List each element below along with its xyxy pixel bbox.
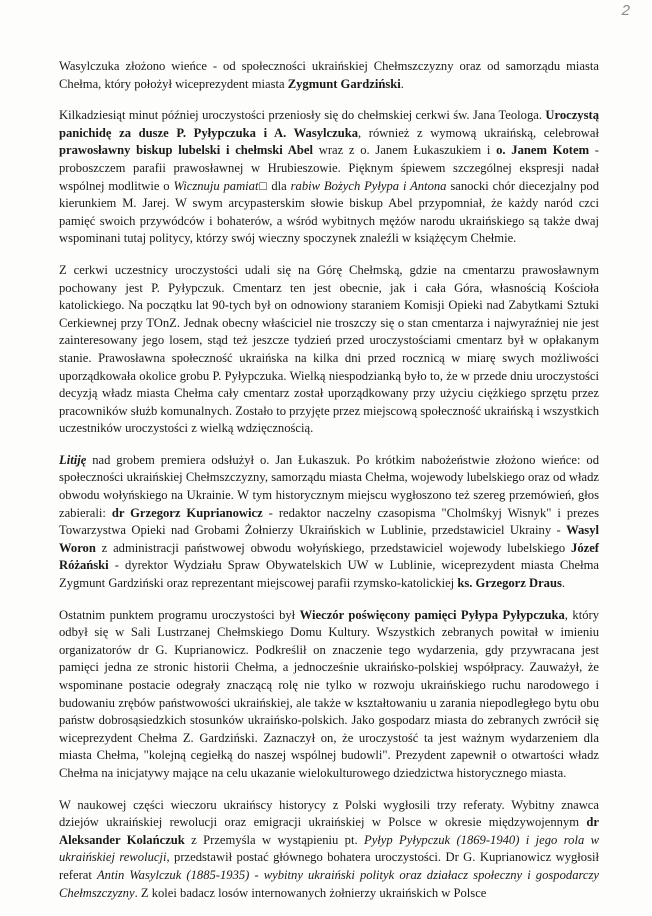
text-run: Wieczór poświęcony pamięci Pyłypa Pyłypczuka [299,607,565,622]
text-run: o. Janem Kotem [496,143,590,158]
text-run: Uroczystą panichidę za dusze P. Pyłypczuka i A. Wasylczuka [59,108,599,140]
page-number: 2 [621,2,630,19]
text-run: z Przemyśla w wystąpieniu pt. [184,832,364,847]
paragraph-2 [59,107,599,248]
text-run: Wasyl Woron [59,523,599,555]
text-run: - dyrektor Wydziału Spraw Obywatelskich UW w Lublinie, wiceprezydent miasta Chełma Zygmunt Gardziński oraz reprezentant miejscowej parafii rzymsko-katolickiej [59,558,599,591]
text-run: Ostatnim punktem programu uroczystości był [59,607,300,622]
text-run: . [400,76,404,91]
text-run: z administracji państwowej obwodu wołyńskiego, przedstawiciel wojewody lubelskiego [95,540,572,555]
paragraph-5 [59,607,599,783]
text-run: Litiję [59,452,87,467]
text-run: sanocki chór diecezjalny pod kierunkiem M. Jarej. W swym arcypasterskim słowie biskup Abel przypomniał, że każdy naród czci pamięć swoich przywódców i bohaterów, a wśród wybitnych mężów narodu ukraińskiego są także dwaj wspominani tutaj politycy, którzy swój wieczny spoczynek znaleźli w książęcym Chełmie. [59,178,599,246]
text-run: Wasylczuka złożono wieńce - od społeczności ukraińskiej Chełmszczyzny oraz od samorządu miasta Chełma, który położył wiceprezydent miasta [59,59,599,91]
text-run: rabiw Bożych Pyłypa i Antona [290,178,447,193]
text-run: Józef Różański [59,540,599,573]
text-run: ks. Grzegorz Draus [457,576,562,591]
text-run: , który odbył się w Sali Lustrzanej Chełmskiego Domu Kultury. Wszystkich zebranych powitał w imieniu organizatorów dr G. Kuprianowicz. Podkreślił on znaczenie tego wydarzenia, gdy przywracana jest pamięci jedna ze stronic historii Chełma, a jednocześnie ukraińsko-polskiej współpracy. Zauważył, że wspominane postacie odegrały znaczącą rolę nie tylko w rozwoju ukraińskiego ruchu narodowego i budowaniu zrębów państwowości ukraińskiej, ale także w kształtowaniu u zarania niepodległego bytu obu państw dobrosąsiedzkich stosunków ukraińsko-polskich. Jako gospodarz miasta do zebranych zwrócił się wiceprezydent Chełma Z. Gardziński. Zaznaczył on, że uroczystość ta jest ważnym wydarzeniem dla miasta Chełma, "kolejną cegiełką do naszej wspólnej budowli". Prezydent zapewnił o otwartości władz Chełma na inicjatywy mające na celu ukazanie wielokulturowego dziedzictwa historycznego miasta. [59,607,599,780]
text-run: Kilkadziesiąt minut później uroczystości przeniosły się do chełmskiej cerkwi św. Jana Teologa. [59,108,546,123]
text-run: Pyłyp Pyłypczuk (1869-1940) i jego rola w ukraińskiej rewolucji [59,832,600,865]
text-run: . Z kolei badacz losów internowanych żołnierzy ukraińskich w Polsce [134,885,487,900]
text-run: . [561,576,566,591]
paragraph-1 [59,58,599,93]
paragraph-3 [59,262,599,438]
text-run: Z cerkwi uczestnicy uroczystości udali się na Górę Chełmską, gdzie na cmentarzu prawosławnym pochowany jest P. Pyłypczuk. Cmentarz ten jest obecnie, jak i cała Góra, własnością Kościoła katolickiego. Na początku lat 90-tych był on odnowiony staraniem Komisji Opieki nad Zabytkami Sztuki Cerkiewnej przy TOnZ. Jednak obecny właściciel nie troszczy się o stan cmentarza i najwyraźniej nie jest zainteresowany jego losem, stąd też jeszcze tydzień przed uroczystościami cmentarz był w opłakanym stanie. Prawosławna społeczność ukraińska na kilka dni przed rocznicą w miarę swych możliwości uporządkowała okolice grobu P. Pyłypczuka. Wielką niespodzianką było to, że w przede dniu uroczystości decyzją władz miasta Chełma cały cmentarz został uporządkowany przy użyciu ciężkiego sprzętu przez pracowników służb komunalnych. Zostało to przyjęte przez miejscową społeczność ukraińską i wszystkich uczestników uroczystości z wielką wdzięcznością. [59,262,599,436]
text-run: , również z wymową ukraińską, celebrował [358,125,599,140]
paragraph-6 [59,797,599,903]
text-run: - redaktor naczelny czasopisma "Cholmśkyj Wisnyk" i prezes Towarzystwa Opieki nad Grobami Żołnierzy Ukraińskich w Lublinie, przedstawiciel Ukrainy - [59,505,599,538]
text-run: wraz z o. Janem Łukaszukiem i [313,143,497,158]
text-run: nad grobem premiera odsłużył o. Jan Łukaszuk. Po krótkim nabożeństwie złożono wieńce: od społeczności ukraińskiej Chełmszczyzny, samorządu miasta Chełma, wojewody lubelskiego oraz od władz obwodu wołyńskiego na Ukrainie. W tym historycznym miejscu wygłoszono też szereg przemówień, głos zabierali: [59,452,599,520]
text-run: , przedstawił postać głównego bohatera uroczystości. Dr G. Kuprianowicz wygłosił referat [59,850,599,882]
text-run: Zygmunt Gardziński [287,76,401,91]
paragraph-4 [59,452,599,593]
text-run: - proboszczem parafii prawosławnej w Hrubieszowie. Pięknym śpiewem szczególnej ekspresji nadał wspólnej modlitwie o [59,143,599,193]
text-run: W naukowej części wieczoru ukraińscy historycy z Polski wygłosili trzy referaty. Wybitny znawca dziejów ukraińskiej rewolucji oraz emigracji ukraińskiej w Polsce w okresie międzywojennym [59,797,599,830]
text-run: prawosławny biskup lubelski i chełmski Abel [59,143,313,158]
article-body [59,58,599,916]
text-run: dr Aleksander Kolańczuk [59,815,599,847]
text-run: Antin Wasylczuk (1885-1935) - wybitny ukraiński polityk oraz działacz społeczny i gospodarczy Chełmszczyzny [59,867,600,900]
text-run: dr Grzegorz Kuprianowicz [111,505,263,520]
text-run: □ dla [258,178,291,193]
text-run: Wicznuju pamiat [173,178,259,193]
